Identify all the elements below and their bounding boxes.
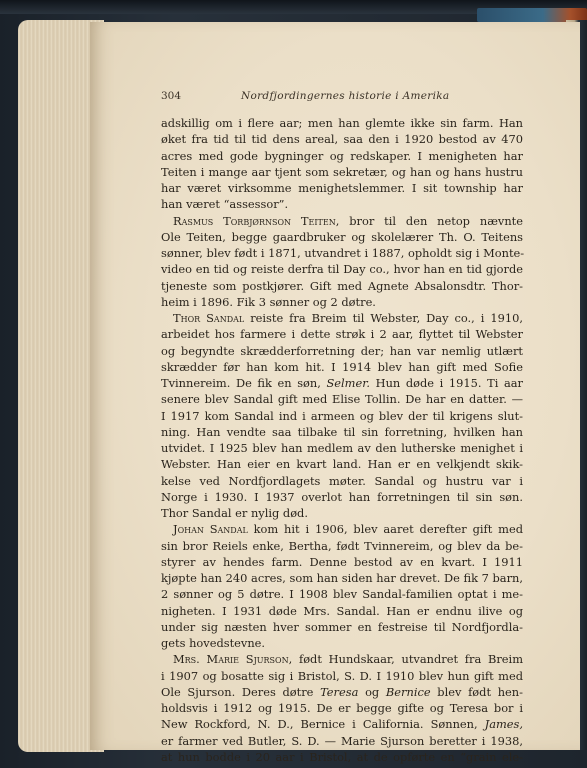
text-segment: under sig næsten hver sommer en festreise til Nordfjordla- <box>161 619 523 634</box>
text-line <box>161 245 523 261</box>
text-segment: øket fra tid til tid dens areal, saa den i 1920 bestod av 470 <box>161 132 523 147</box>
text-segment: at hun bodde i 20 aar i Bristol, at de opførte en “grain ele- <box>161 749 523 764</box>
text-line <box>161 310 523 326</box>
text-segment: acres med gode bygninger og redskaper. I menigheten har <box>161 148 523 163</box>
text-segment: heim i 1896. Fik 3 sønner og 2 døtre. <box>161 294 376 309</box>
person-name: Thor Sandal <box>173 311 245 325</box>
text-segment: Webster. Han eier en kvart land. Han er en velkjendt skik- <box>161 457 523 472</box>
page-number: 304 <box>161 90 182 102</box>
text-segment: kom hit i 1906, blev aaret derefter gift med <box>247 522 523 537</box>
text-line <box>161 619 523 635</box>
text-line <box>161 115 523 131</box>
text-segment: holdsvis i 1912 og 1915. De er begge gifte og Teresa bor i <box>161 701 523 715</box>
text-segment: New Rockford, N. D., Bernice i California. Sønnen, <box>161 717 485 732</box>
text-line <box>161 651 523 667</box>
text-line <box>161 456 523 472</box>
text-segment: reiste fra Breim til Webster, Day co., i 1910, <box>244 311 523 325</box>
text-segment: adskillig om i flere aar; men han glemte ikke sin farm. Han <box>161 116 523 130</box>
text-segment: gets hovedstevne. <box>161 636 266 650</box>
text-segment: Norge i 1930. I 1937 overlot han forretningen til sin søn. <box>161 489 523 504</box>
text-segment: kjøpte han 240 acres, som han siden har drevet. De fik 7 barn, <box>161 571 523 585</box>
text-segment: ning. Han vendte saa tilbake til sin forretning, hvilken han <box>161 424 523 439</box>
text-segment: bror til den netop nævnte <box>339 213 524 228</box>
text-segment: sønner, blev født i 1871, utvandret i 1887, opholdt sig i Monte- <box>161 246 525 260</box>
text-line <box>161 424 523 440</box>
text-line <box>161 213 523 229</box>
text-line <box>161 261 523 277</box>
text-segment: Ole Sjurson. Deres døtre <box>161 684 321 699</box>
text-line <box>161 196 523 212</box>
text-segment: Tvinnereim. De fik en søn, <box>161 376 327 390</box>
text-segment: sin bror Reiels enke, Bertha, født Tvinnereim, og blev da be- <box>161 538 523 553</box>
text-line <box>161 684 523 700</box>
text-line <box>161 749 523 765</box>
text-line <box>161 131 523 147</box>
text-segment: kelse ved Nordfjordlagets møter. Sandal og hustru var i <box>161 473 523 488</box>
text-line <box>161 164 523 180</box>
text-segment: Thor Sandal er nylig død. <box>161 506 308 520</box>
text-line <box>161 521 523 537</box>
text-line <box>161 635 523 651</box>
text-line <box>161 733 523 749</box>
person-name: Mrs. Marie Sjurson, <box>173 652 293 667</box>
text-segment: Hun døde i 1915. Ti aar <box>370 376 523 390</box>
text-line <box>161 148 523 164</box>
text-segment: utvidet. I 1925 blev han medlem av den lutherske menighet i <box>161 441 523 455</box>
text-line <box>161 668 523 684</box>
text-segment: 2 sønner og 5 døtre. I 1908 blev Sandal-familien optat i me- <box>161 587 523 602</box>
text-segment: han været “assessor”. <box>161 197 289 212</box>
person-name: Rasmus Torbjørnson Teiten, <box>173 213 340 228</box>
text-segment: blev født hen- <box>430 684 523 699</box>
text-segment: I 1917 kom Sandal ind i armeen og blev der til krigens slut- <box>161 408 523 423</box>
italic-name: Teresa <box>320 684 359 699</box>
text-segment: video en tid og reiste derfra til Day co., hvor han en tid gjorde <box>161 262 523 277</box>
text-line <box>161 716 523 732</box>
text-line <box>161 229 523 245</box>
text-line <box>161 505 523 521</box>
text-line <box>161 375 523 391</box>
text-segment: tjeneste som postkjører. Gift med Agnete Absalonsdtr. Thor- <box>161 278 523 293</box>
text-line <box>161 294 523 310</box>
text-segment: styrer av hendes farm. Denne bestod av en kvart. I 1911 <box>161 554 523 569</box>
text-segment: har været virksomme menighetslemmer. I sit township har <box>161 181 523 195</box>
text-line <box>161 586 523 602</box>
text-line <box>161 489 523 505</box>
text-line <box>161 570 523 586</box>
italic-name: James, <box>484 717 523 732</box>
text-line <box>161 700 523 716</box>
text-segment: er farmer ved Butler, S. D. — Marie Sjurson beretter i 1938, <box>161 733 523 748</box>
italic-name: Bernice <box>385 684 431 699</box>
text-segment: arbeidet hos farmere i dette strøk i 2 aar, flyttet til Webster <box>161 327 523 342</box>
text-segment: skrædder før han kom hit. I 1914 blev han gift med Sofie <box>161 359 523 374</box>
text-line <box>161 180 523 196</box>
text-line <box>161 538 523 554</box>
italic-name: Selmer. <box>326 376 371 390</box>
text-segment: og begyndte skrædderforretning der; han var nemlig utlært <box>161 343 523 358</box>
page-header <box>161 90 523 106</box>
person-name: Johan Sandal <box>173 522 248 537</box>
text-line <box>161 391 523 407</box>
text-line <box>161 473 523 489</box>
text-line <box>161 440 523 456</box>
text-line <box>161 408 523 424</box>
text-line <box>161 554 523 570</box>
text-segment: Ole Teiten, begge gaardbruker og skolelærer Th. O. Teitens <box>161 229 523 244</box>
text-line <box>161 359 523 375</box>
text-segment: og <box>358 684 386 699</box>
text-line <box>161 343 523 359</box>
text-segment: senere blev Sandal gift med Elise Tollin. De har en datter. — <box>161 392 523 407</box>
text-line <box>161 278 523 294</box>
text-segment: Teiten i mange aar tjent som sekretær, og han og hans hustru <box>161 164 523 179</box>
body-text <box>161 115 523 765</box>
text-segment: i 1907 og bosatte sig i Bristol, S. D. I 1910 blev hun gift med <box>161 668 523 683</box>
running-title: Nordfjordingernes historie i Amerika <box>241 90 450 102</box>
text-segment: nigheten. I 1931 døde Mrs. Sandal. Han er endnu ilive og <box>161 603 523 618</box>
text-line <box>161 326 523 342</box>
text-line <box>161 603 523 619</box>
text-segment: født Hundskaar, utvandret fra Breim <box>292 652 523 667</box>
